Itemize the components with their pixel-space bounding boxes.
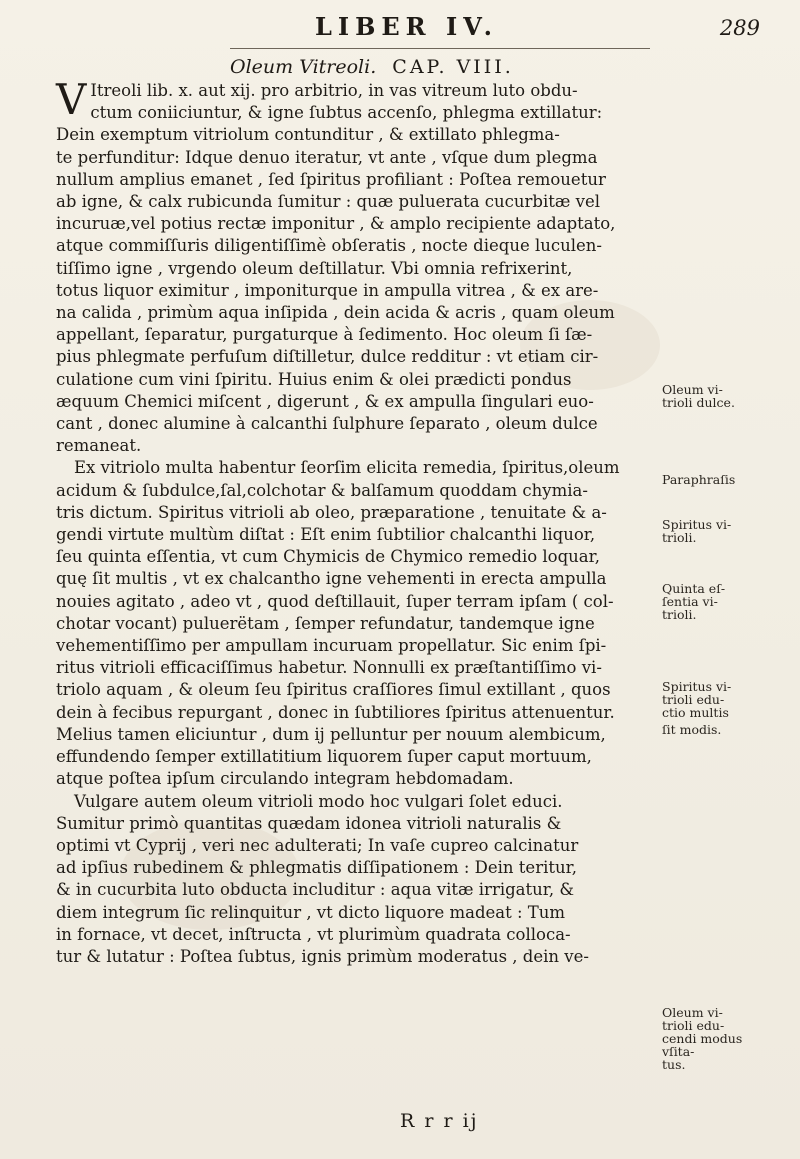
chapter-title: Oleum Vitreoli. [230, 56, 377, 78]
text-line: atque poſtea ipſum circulando integram hebdomadam. [56, 769, 514, 789]
text-line: totus liquor eximitur , imponiturque in ampulla vitrea , & ex are- [56, 280, 599, 300]
text-line: incuruæ,vel potius rectæ imponitur , & amplo recipiente adaptato, [56, 214, 616, 234]
text-line: optimi vt Cyprij , veri nec adulterati; In vaſe cupreo calcinatur [56, 835, 579, 855]
text-line: dein à fecibus repurgant , donec in ſubtiliores ſpiritus attenuentur. [56, 702, 615, 722]
margin-note: Paraphraſis [662, 472, 736, 487]
text-line: acidum & ſubdulce,ſal,colchotar & balſamum quoddam chymia- [56, 480, 588, 500]
margin-note: Quinta eſ- ſentia vi- trioli. [662, 581, 726, 622]
header-rule [230, 48, 650, 49]
margin-note: Spiritus vi- trioli edu- ctio multis [662, 679, 732, 720]
text-line: ſeu quinta eſſentia, vt cum Chymicis de Chymico remedio loquar, [56, 547, 600, 567]
text-line: ritus vitrioli efficaciſſimus habetur. Nonnulli ex præſtantiſſimo vi- [56, 658, 602, 678]
signature-mark: R r r ij [400, 1110, 479, 1132]
text-line: Sumitur primò quantitas quædam idonea vitrioli naturalis & [56, 813, 562, 833]
text-line: quę ſit multis , vt ex chalcantho igne vehementi in erecta ampulla [56, 569, 607, 589]
chapter-number: CAP. VIII. [392, 56, 514, 78]
margin-note: Oleum vi- trioli edu- cendi modus vſita- tus. [662, 1005, 743, 1072]
page-number: 289 [719, 16, 760, 40]
text-line: diem integrum ſic relinquitur , vt dicto liquore madeat : Tum [56, 902, 566, 922]
text-line: æquum Chemici miſcent , digerunt , & ex ampulla ſingulari euo- [56, 391, 594, 411]
text-line: in fornace, vt decet, inſtructa , vt plurimùm quadrata colloca- [56, 924, 571, 944]
text-line: tiſſimo igne , vrgendo oleum deſtillatur. Vbi omnia refrixerint, [56, 258, 573, 278]
text-line: te perfunditur: Idque denuo iteratur, vt ante , vſque dum plegma [56, 147, 598, 167]
text-line: nouies agitato , adeo vt , quod deſtillauit, ſuper terram ipſam ( col- [56, 591, 614, 611]
text-line: triolo aquam , & oleum ſeu ſpiritus craſſiores ſimul extillant , quos [56, 680, 611, 700]
text-line: Vulgare autem oleum vitrioli modo hoc vulgari ſolet educi. [74, 791, 563, 811]
text-line: & in cucurbita luto obducta includitur : aqua vitæ irrigatur, & [56, 880, 575, 900]
text-line: Itreoli lib. x. aut xij. pro arbitrio, in vas vitreum luto obdu- [90, 81, 578, 100]
text-line: effundendo ſemper extillatitium liquorem ſuper caput mortuum, [56, 747, 592, 767]
text-line: culatione cum vini ſpiritu. Huius enim & olei prædicti pondus [56, 369, 572, 389]
text-line: gendi virtute multùm diſtat : Eſt enim ſubtilior chalcanthi liquor, [56, 525, 596, 545]
text-line: Ex vitriolo multa habentur ſeorſim elicita remedia, ſpiritus,oleum [74, 458, 620, 478]
text-line: ab igne, & calx rubicunda ſumitur : quæ puluerata cucurbitæ vel [56, 192, 600, 212]
text-line: nullum amplius emanet , ſed ſpiritus profiliant : Poſtea remouetur [56, 169, 606, 189]
text-line: ctum coniiciuntur, & igne ſubtus accenſo, phlegma extillatur: [90, 103, 603, 123]
margin-note: Oleum vi- trioli dulce. [662, 382, 735, 410]
text-line: na calida , primùm aqua inſipida , dein acida & acris , quam oleum [56, 303, 615, 323]
text-line: tur & lutatur : Poſtea ſubtus, ignis primùm moderatus , dein ve- [56, 946, 589, 966]
text-line: atque commiſſuris diligentiſſimè obſeratis , nocte dieque luculen- [56, 236, 602, 256]
margin-note: Spiritus vi- trioli. [662, 517, 732, 545]
running-head: LIBER IV. [315, 12, 498, 41]
page-header [60, 8, 760, 48]
text-line: cant , donec alumine à calcanthi ſulphure ſeparato , oleum dulce [56, 414, 598, 434]
margin-note: ſit modis. [662, 722, 722, 737]
chapter-heading [230, 56, 630, 78]
text-line: chotar vocant) puluerëtam , ſemper refundatur, tandemque igne [56, 613, 595, 633]
text-line: Dein exemptum vitriolum contunditur , & extillato phlegma- [56, 125, 560, 145]
text-line: ad ipſius rubedinem & phlegmatis diſſipationem : Dein teritur, [56, 858, 577, 878]
text-line: pius phlegmate perfuſum diſtilletur, dulce redditur : vt etiam cir- [56, 347, 599, 367]
body-text [56, 75, 656, 968]
text-line: vehementiſſimo per ampullam incuruam propellatur. Sic enim ſpi- [56, 636, 607, 656]
text-line: remaneat. [56, 436, 142, 456]
text-line: Melius tamen eliciuntur , dum ij pelluntur per nouum alembicum, [56, 724, 606, 744]
drop-cap: V [56, 75, 87, 124]
text-line: tris dictum. Spiritus vitrioli ab oleo, præparatione , tenuitate & a- [56, 502, 607, 522]
text-line: appellant, ſeparatur, purgaturque à ſedimento. Hoc oleum ſi ſæ- [56, 325, 593, 345]
